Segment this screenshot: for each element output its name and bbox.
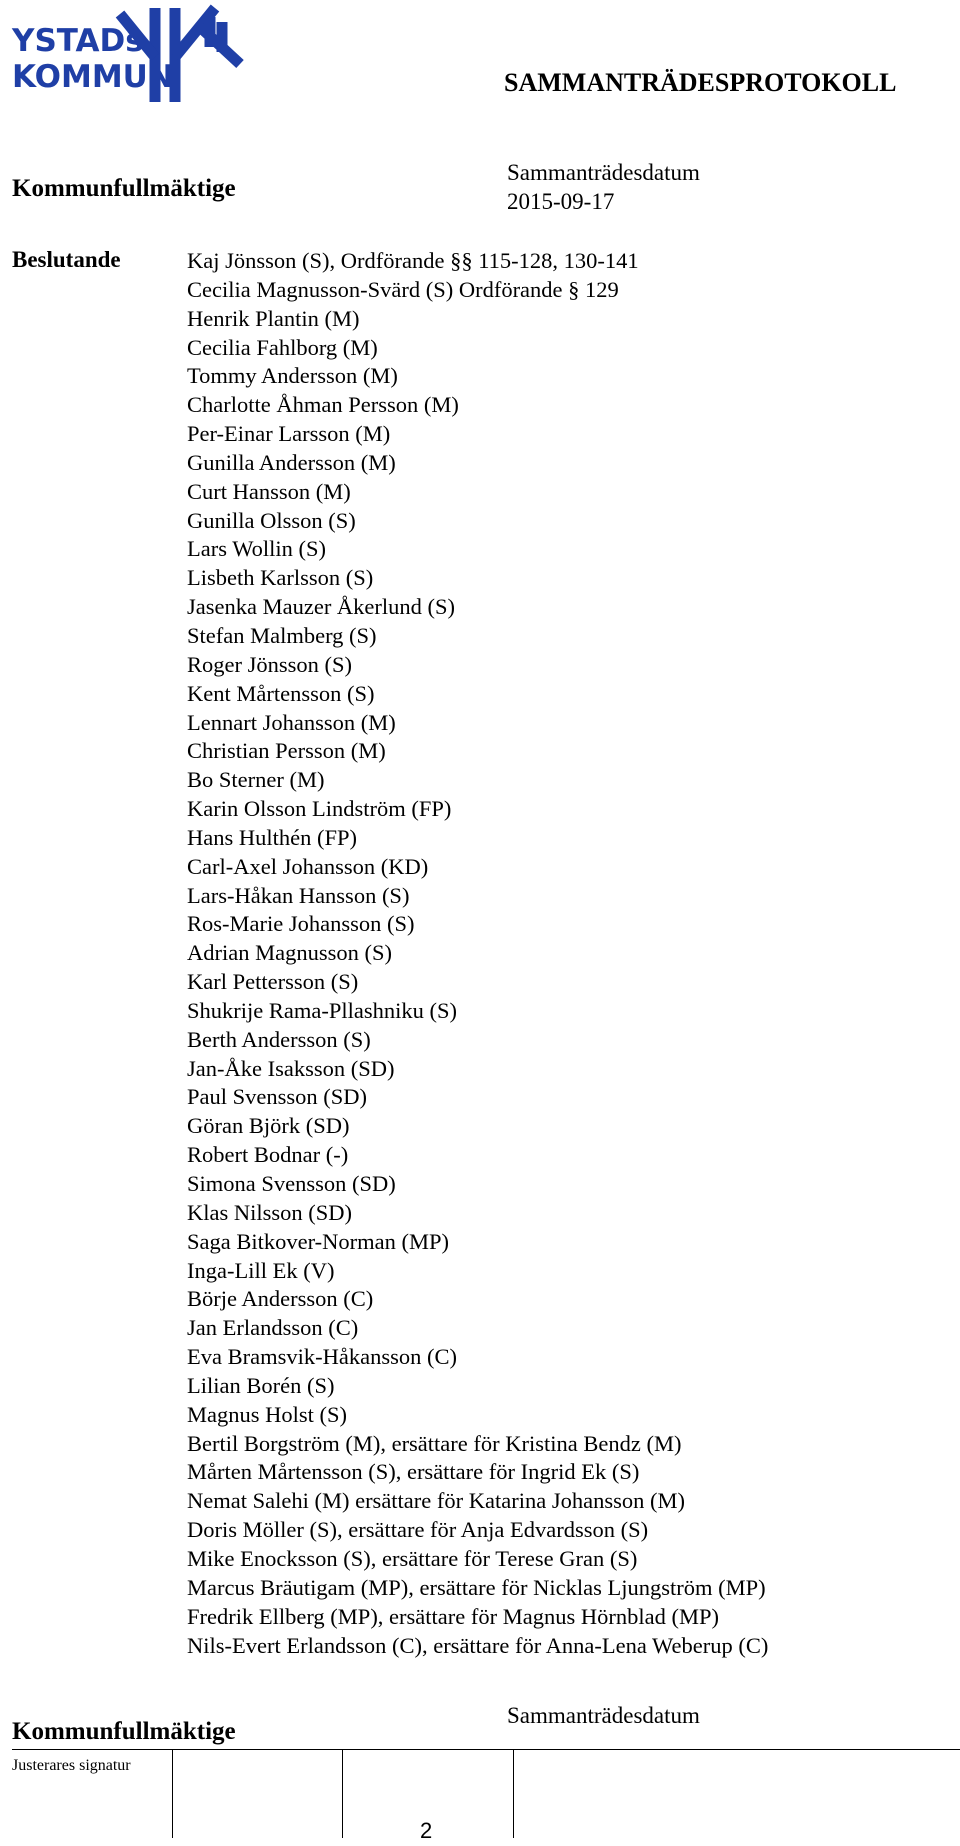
attendee-item: Lars-Håkan Hansson (S) xyxy=(187,882,410,908)
attendee-item: Adrian Magnusson (S) xyxy=(187,940,392,966)
attendee-item: Ros-Marie Johansson (S) xyxy=(187,911,415,937)
attendee-item: Jasenka Mauzer Åkerlund (S) xyxy=(187,594,456,620)
attendee-item: Paul Svensson (SD) xyxy=(187,1084,368,1110)
attendee-item: Kent Mårtensson (S) xyxy=(187,680,375,706)
attendee-item: Jan-Åke Isaksson (SD) xyxy=(187,1055,395,1081)
attendee-item: Saga Bitkover-Norman (MP) xyxy=(187,1228,450,1254)
body-name: Kommunfullmäktige xyxy=(12,175,236,202)
attendee-item: Roger Jönsson (S) xyxy=(187,651,353,677)
attendee-item: Marcus Bräutigam (MP), ersättare för Nicklas Ljungström (MP) xyxy=(187,1574,766,1600)
attendee-item: Henrik Plantin (M) xyxy=(187,305,360,331)
attendee-item: Jan Erlandsson (C) xyxy=(187,1315,359,1341)
attendee-item: Klas Nilsson (SD) xyxy=(187,1199,353,1225)
attendee-item: Shukrije Rama-Pllashniku (S) xyxy=(187,997,457,1023)
attendee-item: Hans Hulthén (FP) xyxy=(187,824,357,850)
attendee-item: Börje Andersson (C) xyxy=(187,1286,374,1312)
attendee-item: Nils-Evert Erlandsson (C), ersättare för Anna-Lena Weberup (C) xyxy=(187,1632,769,1658)
attendee-item: Karl Pettersson (S) xyxy=(187,969,359,995)
attendee-item: Mike Enocksson (S), ersättare för Terese Gran (S) xyxy=(187,1545,638,1571)
attendee-item: Karin Olsson Lindström (FP) xyxy=(187,796,452,822)
attendee-item: Lars Wollin (S) xyxy=(187,536,327,562)
logo-emblem-icon xyxy=(110,2,255,102)
attendee-item: Lisbeth Karlsson (S) xyxy=(187,565,374,591)
attendee-item: Gunilla Andersson (M) xyxy=(187,449,396,475)
attendee-item: Lilian Borén (S) xyxy=(187,1372,335,1398)
attendee-item: Lennart Johansson (M) xyxy=(187,709,396,735)
attendee-item: Bo Sterner (M) xyxy=(187,767,325,793)
attendee-item: Kaj Jönsson (S), Ordförande §§ 115-128, 130-141 xyxy=(187,248,639,273)
attendee-item: Fredrik Ellberg (MP), ersättare för Magnus Hörnblad (MP) xyxy=(187,1603,719,1629)
meeting-date: 2015-09-17 xyxy=(507,189,615,214)
attendee-list xyxy=(187,247,768,1660)
attendee-item: Stefan Malmberg (S) xyxy=(187,622,377,648)
section-label-beslutande: Beslutande xyxy=(12,247,121,272)
attendee-item: Carl-Axel Johansson (KD) xyxy=(187,853,429,879)
attendee-item: Robert Bodnar (-) xyxy=(187,1142,349,1168)
attendee-item: Eva Bramsvik-Håkansson (C) xyxy=(187,1344,457,1370)
page-number: 2 xyxy=(420,1818,433,1843)
attendee-item: Cecilia Fahlborg (M) xyxy=(187,334,378,360)
attendee-item: Berth Andersson (S) xyxy=(187,1026,371,1052)
signature-box-divider xyxy=(342,1750,343,1838)
logo-text-line2: KOMMUN xyxy=(12,59,174,95)
attendee-item: Tommy Andersson (M) xyxy=(187,363,398,389)
date-label: Sammanträdesdatum xyxy=(507,160,700,185)
signature-box-divider xyxy=(513,1750,514,1838)
attendee-item: Charlotte Åhman Persson (M) xyxy=(187,392,459,418)
footer-body-name: Kommunfullmäktige xyxy=(12,1718,236,1745)
footer-date-label: Sammanträdesdatum xyxy=(507,1703,700,1728)
attendee-item: Simona Svensson (SD) xyxy=(187,1171,396,1196)
signature-label: Justerares signatur xyxy=(12,1757,131,1774)
attendee-item: Doris Möller (S), ersättare för Anja Edvardsson (S) xyxy=(187,1517,649,1543)
attendee-item: Christian Persson (M) xyxy=(187,738,386,764)
attendee-item: Per-Einar Larsson (M) xyxy=(187,421,391,447)
ystad-logo xyxy=(12,2,252,102)
logo-text-line1: YSTADs xyxy=(12,23,144,59)
attendee-item: Gunilla Olsson (S) xyxy=(187,507,356,533)
attendee-item: Göran Björk (SD) xyxy=(187,1113,350,1139)
attendee-item: Nemat Salehi (M) ersättare för Katarina Johansson (M) xyxy=(187,1488,685,1514)
attendee-item: Magnus Holst (S) xyxy=(187,1401,348,1427)
attendee-item: Inga-Lill Ek (V) xyxy=(187,1257,335,1283)
attendee-item: Mårten Mårtensson (S), ersättare för Ingrid Ek (S) xyxy=(187,1459,640,1485)
signature-box-divider xyxy=(172,1750,173,1838)
attendee-item: Curt Hansson (M) xyxy=(187,478,351,504)
attendee-item: Cecilia Magnusson-Svärd (S) Ordförande § 129 xyxy=(187,276,619,302)
document-title: SAMMANTRÄDESPROTOKOLL xyxy=(504,68,897,97)
footer-divider xyxy=(12,1749,960,1750)
attendee-item: Bertil Borgström (M), ersättare för Kristina Bendz (M) xyxy=(187,1430,682,1456)
